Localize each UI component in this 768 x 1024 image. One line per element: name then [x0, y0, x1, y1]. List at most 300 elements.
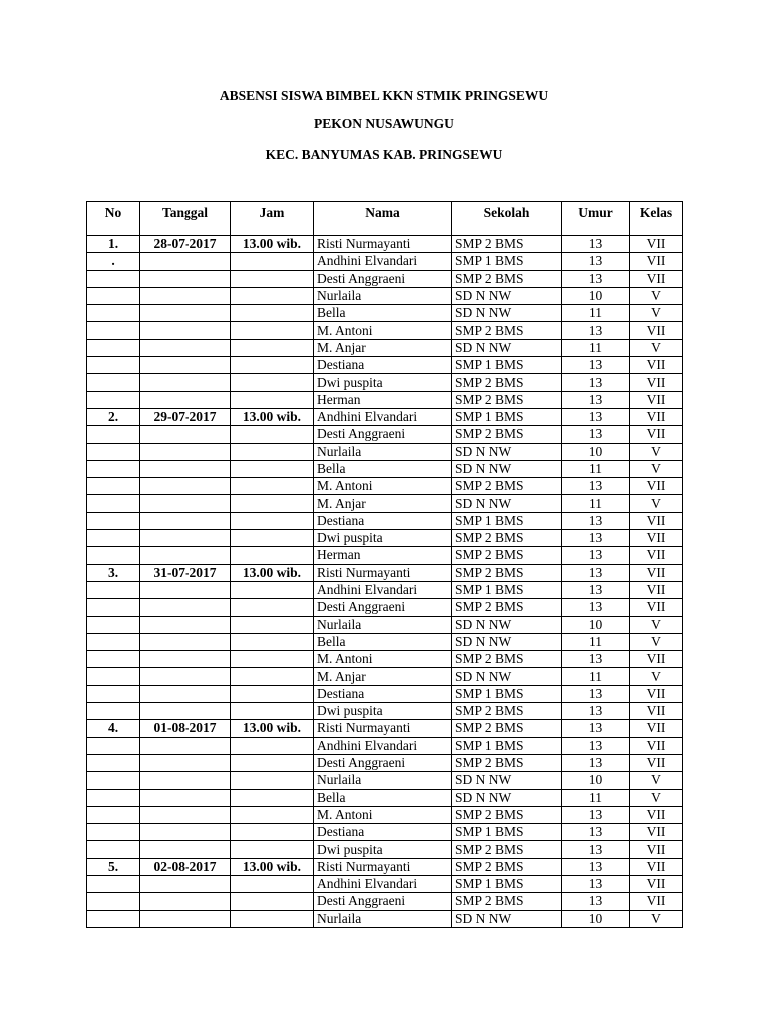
- cell-kelas: V: [630, 668, 683, 685]
- cell-no: [87, 875, 140, 892]
- table-row: [87, 703, 683, 720]
- table-row: [87, 391, 683, 408]
- header-no: No: [87, 202, 140, 236]
- cell-nama: Dwi puspita: [314, 841, 452, 858]
- cell-tanggal: [140, 616, 231, 633]
- cell-sekolah: SD N NW: [452, 789, 562, 806]
- cell-kelas: VII: [630, 426, 683, 443]
- cell-umur: 13: [562, 824, 630, 841]
- cell-sekolah: SMP 1 BMS: [452, 824, 562, 841]
- cell-nama: Desti Anggraeni: [314, 270, 452, 287]
- cell-umur: 13: [562, 754, 630, 771]
- cell-umur: 13: [562, 599, 630, 616]
- cell-jam: [231, 737, 314, 754]
- cell-no: [87, 287, 140, 304]
- cell-jam: [231, 391, 314, 408]
- cell-sekolah: SMP 2 BMS: [452, 236, 562, 253]
- table-row: [87, 685, 683, 702]
- cell-tanggal: [140, 893, 231, 910]
- table-row: [87, 305, 683, 322]
- cell-tanggal: 31-07-2017: [140, 564, 231, 581]
- cell-sekolah: SD N NW: [452, 772, 562, 789]
- cell-kelas: VII: [630, 737, 683, 754]
- cell-kelas: VII: [630, 841, 683, 858]
- cell-jam: [231, 322, 314, 339]
- cell-jam: [231, 875, 314, 892]
- cell-no: 3.: [87, 564, 140, 581]
- cell-jam: [231, 668, 314, 685]
- cell-no: [87, 703, 140, 720]
- table-row: [87, 530, 683, 547]
- cell-tanggal: [140, 374, 231, 391]
- cell-nama: M. Anjar: [314, 339, 452, 356]
- cell-umur: 13: [562, 530, 630, 547]
- cell-tanggal: [140, 772, 231, 789]
- table-row: [87, 426, 683, 443]
- cell-nama: Bella: [314, 460, 452, 477]
- cell-jam: [231, 443, 314, 460]
- cell-kelas: V: [630, 772, 683, 789]
- cell-no: [87, 910, 140, 927]
- cell-tanggal: 02-08-2017: [140, 858, 231, 875]
- table-row: [87, 754, 683, 771]
- cell-nama: M. Antoni: [314, 651, 452, 668]
- cell-tanggal: [140, 668, 231, 685]
- cell-nama: Desti Anggraeni: [314, 426, 452, 443]
- cell-nama: Nurlaila: [314, 910, 452, 927]
- cell-sekolah: SMP 1 BMS: [452, 357, 562, 374]
- cell-umur: 13: [562, 581, 630, 598]
- cell-nama: M. Anjar: [314, 495, 452, 512]
- cell-jam: [231, 547, 314, 564]
- cell-sekolah: SMP 2 BMS: [452, 530, 562, 547]
- cell-kelas: VII: [630, 599, 683, 616]
- cell-tanggal: [140, 339, 231, 356]
- cell-kelas: VII: [630, 875, 683, 892]
- cell-nama: Nurlaila: [314, 616, 452, 633]
- cell-umur: 13: [562, 685, 630, 702]
- cell-umur: 13: [562, 391, 630, 408]
- cell-kelas: VII: [630, 391, 683, 408]
- cell-tanggal: 28-07-2017: [140, 236, 231, 253]
- table-row: [87, 772, 683, 789]
- cell-jam: [231, 374, 314, 391]
- cell-kelas: V: [630, 616, 683, 633]
- cell-jam: [231, 357, 314, 374]
- cell-umur: 10: [562, 616, 630, 633]
- cell-nama: M. Antoni: [314, 806, 452, 823]
- cell-kelas: VII: [630, 478, 683, 495]
- cell-kelas: VII: [630, 236, 683, 253]
- cell-no: 2.: [87, 408, 140, 425]
- cell-no: [87, 806, 140, 823]
- table-body: [87, 236, 683, 928]
- cell-umur: 10: [562, 443, 630, 460]
- table-row: [87, 270, 683, 287]
- cell-kelas: VII: [630, 806, 683, 823]
- cell-umur: 11: [562, 789, 630, 806]
- cell-jam: [231, 270, 314, 287]
- cell-no: 4.: [87, 720, 140, 737]
- cell-nama: Andhini Elvandari: [314, 581, 452, 598]
- cell-nama: Andhini Elvandari: [314, 253, 452, 270]
- cell-jam: [231, 651, 314, 668]
- cell-tanggal: [140, 633, 231, 650]
- cell-no: [87, 841, 140, 858]
- cell-no: [87, 495, 140, 512]
- cell-kelas: V: [630, 495, 683, 512]
- cell-tanggal: [140, 910, 231, 927]
- cell-no: [87, 374, 140, 391]
- cell-kelas: V: [630, 339, 683, 356]
- cell-sekolah: SMP 1 BMS: [452, 737, 562, 754]
- cell-jam: 13.00 wib.: [231, 858, 314, 875]
- cell-tanggal: [140, 824, 231, 841]
- cell-nama: Nurlaila: [314, 443, 452, 460]
- cell-jam: [231, 530, 314, 547]
- cell-sekolah: SD N NW: [452, 460, 562, 477]
- cell-tanggal: [140, 460, 231, 477]
- cell-tanggal: [140, 581, 231, 598]
- table-row: [87, 599, 683, 616]
- cell-kelas: V: [630, 305, 683, 322]
- cell-umur: 11: [562, 305, 630, 322]
- cell-tanggal: [140, 841, 231, 858]
- cell-sekolah: SMP 2 BMS: [452, 374, 562, 391]
- cell-umur: 13: [562, 841, 630, 858]
- cell-sekolah: SMP 1 BMS: [452, 875, 562, 892]
- table-row: [87, 547, 683, 564]
- cell-no: [87, 339, 140, 356]
- cell-sekolah: SD N NW: [452, 616, 562, 633]
- cell-kelas: VII: [630, 564, 683, 581]
- table-row: [87, 824, 683, 841]
- cell-no: [87, 599, 140, 616]
- cell-kelas: VII: [630, 322, 683, 339]
- cell-jam: [231, 495, 314, 512]
- cell-jam: [231, 426, 314, 443]
- cell-jam: [231, 478, 314, 495]
- cell-no: [87, 651, 140, 668]
- cell-nama: Risti Nurmayanti: [314, 720, 452, 737]
- cell-kelas: VII: [630, 357, 683, 374]
- cell-sekolah: SMP 2 BMS: [452, 858, 562, 875]
- cell-jam: 13.00 wib.: [231, 408, 314, 425]
- cell-umur: 13: [562, 547, 630, 564]
- header-row: [87, 202, 683, 236]
- cell-kelas: VII: [630, 374, 683, 391]
- cell-jam: [231, 599, 314, 616]
- cell-nama: Herman: [314, 547, 452, 564]
- cell-jam: [231, 616, 314, 633]
- cell-no: [87, 616, 140, 633]
- cell-no: [87, 789, 140, 806]
- document-subtitle-village: PEKON NUSAWUNGU: [314, 116, 454, 131]
- cell-nama: Dwi puspita: [314, 703, 452, 720]
- cell-no: [87, 270, 140, 287]
- cell-sekolah: SMP 2 BMS: [452, 893, 562, 910]
- cell-umur: 13: [562, 374, 630, 391]
- table-row: [87, 633, 683, 650]
- cell-sekolah: SD N NW: [452, 287, 562, 304]
- cell-no: [87, 581, 140, 598]
- cell-sekolah: SMP 1 BMS: [452, 581, 562, 598]
- cell-kelas: V: [630, 910, 683, 927]
- cell-umur: 11: [562, 339, 630, 356]
- cell-sekolah: SMP 2 BMS: [452, 841, 562, 858]
- cell-jam: [231, 253, 314, 270]
- cell-nama: Destiana: [314, 685, 452, 702]
- cell-nama: Desti Anggraeni: [314, 754, 452, 771]
- cell-nama: Destiana: [314, 824, 452, 841]
- cell-nama: Nurlaila: [314, 287, 452, 304]
- table-row: [87, 651, 683, 668]
- cell-umur: 11: [562, 633, 630, 650]
- header-sekolah: Sekolah: [452, 202, 562, 236]
- cell-nama: Andhini Elvandari: [314, 408, 452, 425]
- table-row: [87, 616, 683, 633]
- cell-kelas: VII: [630, 270, 683, 287]
- cell-no: [87, 391, 140, 408]
- cell-tanggal: [140, 391, 231, 408]
- cell-no: [87, 685, 140, 702]
- cell-umur: 13: [562, 806, 630, 823]
- cell-kelas: VII: [630, 512, 683, 529]
- table-row: [87, 564, 683, 581]
- cell-no: [87, 668, 140, 685]
- table-row: [87, 236, 683, 253]
- cell-nama: Destiana: [314, 512, 452, 529]
- cell-umur: 13: [562, 322, 630, 339]
- cell-jam: [231, 789, 314, 806]
- cell-kelas: VII: [630, 703, 683, 720]
- cell-jam: [231, 512, 314, 529]
- cell-no: [87, 633, 140, 650]
- attendance-table: [86, 201, 683, 928]
- document-subtitle-district: KEC. BANYUMAS KAB. PRINGSEWU: [265, 147, 503, 162]
- cell-nama: Andhini Elvandari: [314, 875, 452, 892]
- cell-no: [87, 357, 140, 374]
- cell-no: [87, 772, 140, 789]
- table-row: [87, 737, 683, 754]
- cell-tanggal: [140, 357, 231, 374]
- table-row: [87, 720, 683, 737]
- cell-tanggal: [140, 530, 231, 547]
- header-tanggal: Tanggal: [140, 202, 231, 236]
- cell-umur: 13: [562, 253, 630, 270]
- cell-kelas: V: [630, 287, 683, 304]
- cell-no: [87, 893, 140, 910]
- cell-kelas: V: [630, 633, 683, 650]
- cell-jam: [231, 893, 314, 910]
- cell-kelas: VII: [630, 547, 683, 564]
- table-row: [87, 460, 683, 477]
- cell-tanggal: [140, 305, 231, 322]
- cell-nama: Bella: [314, 633, 452, 650]
- cell-umur: 13: [562, 408, 630, 425]
- cell-sekolah: SMP 2 BMS: [452, 391, 562, 408]
- cell-no: [87, 547, 140, 564]
- cell-jam: [231, 806, 314, 823]
- cell-umur: 13: [562, 426, 630, 443]
- cell-tanggal: [140, 651, 231, 668]
- cell-sekolah: SMP 2 BMS: [452, 547, 562, 564]
- table-row: [87, 841, 683, 858]
- cell-umur: 13: [562, 703, 630, 720]
- cell-jam: 13.00 wib.: [231, 236, 314, 253]
- cell-tanggal: [140, 685, 231, 702]
- cell-umur: 13: [562, 357, 630, 374]
- table-row: [87, 789, 683, 806]
- cell-jam: [231, 460, 314, 477]
- table-row: [87, 443, 683, 460]
- cell-kelas: VII: [630, 893, 683, 910]
- cell-kelas: VII: [630, 651, 683, 668]
- cell-no: [87, 824, 140, 841]
- cell-jam: [231, 772, 314, 789]
- cell-umur: 13: [562, 651, 630, 668]
- cell-no: [87, 754, 140, 771]
- cell-no: [87, 512, 140, 529]
- cell-tanggal: [140, 443, 231, 460]
- cell-jam: [231, 703, 314, 720]
- cell-kelas: VII: [630, 754, 683, 771]
- cell-umur: 13: [562, 893, 630, 910]
- cell-kelas: VII: [630, 253, 683, 270]
- cell-jam: [231, 633, 314, 650]
- cell-sekolah: SD N NW: [452, 339, 562, 356]
- cell-umur: 13: [562, 875, 630, 892]
- cell-umur: 13: [562, 512, 630, 529]
- cell-no: [87, 460, 140, 477]
- cell-no: [87, 426, 140, 443]
- table-row: [87, 374, 683, 391]
- cell-no: [87, 305, 140, 322]
- cell-jam: [231, 824, 314, 841]
- cell-sekolah: SMP 2 BMS: [452, 322, 562, 339]
- cell-jam: [231, 910, 314, 927]
- cell-nama: Bella: [314, 789, 452, 806]
- cell-umur: 11: [562, 668, 630, 685]
- cell-umur: 13: [562, 236, 630, 253]
- cell-umur: 11: [562, 495, 630, 512]
- cell-jam: [231, 841, 314, 858]
- cell-tanggal: [140, 253, 231, 270]
- cell-sekolah: SD N NW: [452, 668, 562, 685]
- cell-kelas: VII: [630, 720, 683, 737]
- cell-sekolah: SMP 2 BMS: [452, 754, 562, 771]
- cell-kelas: VII: [630, 530, 683, 547]
- cell-kelas: VII: [630, 858, 683, 875]
- table-row: [87, 806, 683, 823]
- cell-kelas: V: [630, 460, 683, 477]
- cell-nama: Andhini Elvandari: [314, 737, 452, 754]
- cell-tanggal: 29-07-2017: [140, 408, 231, 425]
- cell-tanggal: [140, 478, 231, 495]
- cell-jam: [231, 287, 314, 304]
- table-row: [87, 668, 683, 685]
- header-jam: Jam: [231, 202, 314, 236]
- table-row: [87, 875, 683, 892]
- cell-sekolah: SMP 1 BMS: [452, 685, 562, 702]
- cell-nama: Destiana: [314, 357, 452, 374]
- table-row: [87, 339, 683, 356]
- cell-sekolah: SD N NW: [452, 443, 562, 460]
- cell-umur: 10: [562, 910, 630, 927]
- cell-umur: 13: [562, 564, 630, 581]
- cell-sekolah: SMP 2 BMS: [452, 720, 562, 737]
- cell-jam: [231, 305, 314, 322]
- cell-sekolah: SD N NW: [452, 910, 562, 927]
- header-kelas: Kelas: [630, 202, 683, 236]
- cell-nama: Risti Nurmayanti: [314, 236, 452, 253]
- cell-tanggal: [140, 703, 231, 720]
- cell-sekolah: SD N NW: [452, 495, 562, 512]
- table-row: [87, 357, 683, 374]
- table-row: [87, 512, 683, 529]
- cell-nama: Dwi puspita: [314, 530, 452, 547]
- cell-kelas: VII: [630, 824, 683, 841]
- table-header: [87, 202, 683, 236]
- cell-sekolah: SMP 2 BMS: [452, 478, 562, 495]
- cell-kelas: VII: [630, 581, 683, 598]
- table-row: [87, 287, 683, 304]
- cell-nama: Risti Nurmayanti: [314, 564, 452, 581]
- cell-tanggal: [140, 426, 231, 443]
- cell-tanggal: [140, 287, 231, 304]
- cell-umur: 10: [562, 772, 630, 789]
- table-row: [87, 253, 683, 270]
- cell-nama: Bella: [314, 305, 452, 322]
- cell-tanggal: 01-08-2017: [140, 720, 231, 737]
- cell-jam: 13.00 wib.: [231, 564, 314, 581]
- cell-umur: 13: [562, 737, 630, 754]
- cell-umur: 11: [562, 460, 630, 477]
- cell-jam: [231, 685, 314, 702]
- cell-sekolah: SD N NW: [452, 633, 562, 650]
- cell-nama: Risti Nurmayanti: [314, 858, 452, 875]
- cell-no: [87, 443, 140, 460]
- cell-kelas: V: [630, 789, 683, 806]
- cell-nama: Dwi puspita: [314, 374, 452, 391]
- cell-sekolah: SMP 1 BMS: [452, 253, 562, 270]
- cell-sekolah: SMP 2 BMS: [452, 270, 562, 287]
- cell-kelas: VII: [630, 408, 683, 425]
- cell-jam: 13.00 wib.: [231, 720, 314, 737]
- cell-jam: [231, 339, 314, 356]
- cell-no: 5.: [87, 858, 140, 875]
- cell-sekolah: SMP 2 BMS: [452, 599, 562, 616]
- cell-sekolah: SMP 1 BMS: [452, 512, 562, 529]
- document-title: ABSENSI SISWA BIMBEL KKN STMIK PRINGSEWU: [219, 88, 549, 103]
- cell-no: 1.: [87, 236, 140, 253]
- cell-sekolah: SMP 2 BMS: [452, 651, 562, 668]
- cell-umur: 13: [562, 720, 630, 737]
- cell-tanggal: [140, 599, 231, 616]
- table-row: [87, 408, 683, 425]
- cell-tanggal: [140, 495, 231, 512]
- cell-no: .: [87, 253, 140, 270]
- cell-no: [87, 737, 140, 754]
- cell-tanggal: [140, 754, 231, 771]
- header-nama: Nama: [314, 202, 452, 236]
- cell-no: [87, 530, 140, 547]
- cell-no: [87, 322, 140, 339]
- table-row: [87, 910, 683, 927]
- cell-sekolah: SMP 2 BMS: [452, 426, 562, 443]
- cell-jam: [231, 581, 314, 598]
- cell-tanggal: [140, 512, 231, 529]
